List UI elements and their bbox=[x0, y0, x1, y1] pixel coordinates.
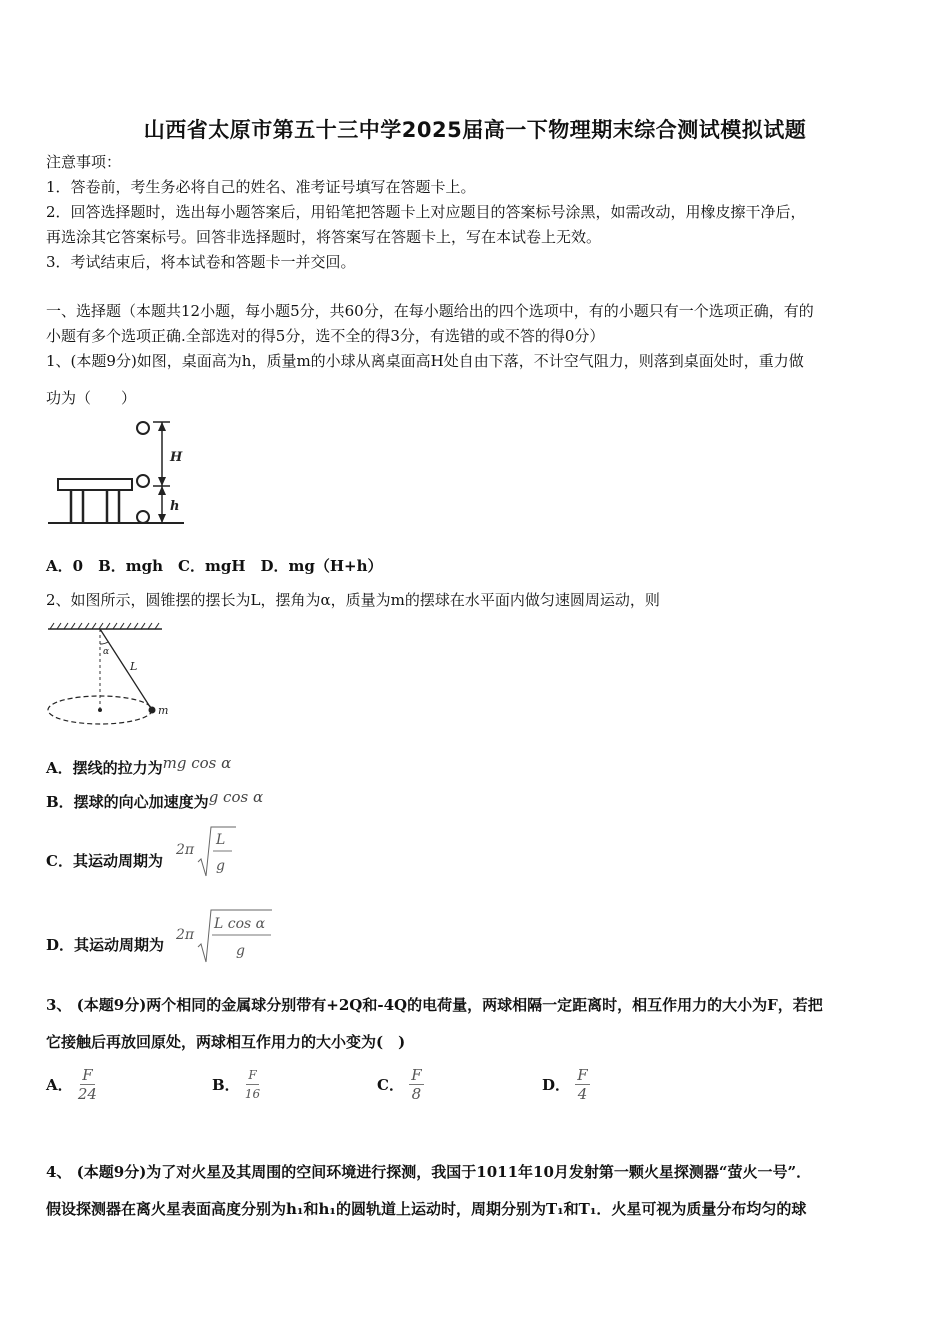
q2-figure-L-label: L bbox=[130, 660, 138, 673]
q1-stem-line-2: 功为（ ） bbox=[46, 389, 137, 407]
q2-option-b-text: B．摆球的向心加速度为 bbox=[46, 793, 209, 811]
notice-heading: 注意事项： bbox=[46, 153, 122, 171]
q2-stem: 2、如图所示，圆锥摆的摆长为L，摆角为α，质量为m的摆球在水平面内做匀速圆周运动，则 bbox=[46, 591, 660, 609]
q3-option-a-label: A． bbox=[46, 1075, 73, 1094]
q3-option-c-den: 8 bbox=[411, 1085, 422, 1103]
q3-option-d-den: 4 bbox=[577, 1085, 588, 1103]
q4-stem-line-1: 4、 (本题9分)为了对火星及其周围的空间环境进行探测，我国于1011年10月发射第一颗火星探测器“萤火一号”． bbox=[46, 1163, 812, 1181]
notice-line-2a: 2．回答选择题时，选出每小题答案后，用铅笔把答题卡上对应题目的答案标号涂黑，如需改动，用橡皮擦干净后， bbox=[46, 203, 806, 221]
section-1-line-1: 一、选择题（本题共12小题，每小题5分，共60分，在每小题给出的四个选项中，有的小题只有一个选项正确，有的 bbox=[46, 302, 814, 320]
q2-option-c-formula bbox=[176, 824, 246, 880]
q1-figure-h-label: h bbox=[170, 499, 180, 514]
notice-line-1: 1．答卷前，考生务必将自己的姓名、准考证号填写在答题卡上。 bbox=[46, 178, 476, 196]
q2-option-d-num: L cos α bbox=[214, 916, 266, 932]
q2-option-d-formula bbox=[176, 907, 286, 965]
q3-option-d bbox=[542, 1066, 590, 1103]
q2-option-d-text: D．其运动周期为 bbox=[46, 936, 165, 954]
q3-option-b-num: F bbox=[246, 1066, 258, 1085]
page-title: 山西省太原市第五十三中学2025届高一下物理期末综合测试模拟试题 bbox=[143, 118, 807, 142]
q3-option-d-label: D． bbox=[542, 1075, 571, 1094]
q3-option-b-label: B． bbox=[212, 1075, 240, 1094]
q2-option-a-text: A．摆线的拉力为 bbox=[46, 759, 163, 777]
q2-figure-alpha-label: α bbox=[103, 647, 110, 657]
q3-option-b-den: 16 bbox=[244, 1087, 261, 1101]
q3-option-d-fraction bbox=[575, 1066, 589, 1103]
q2-figure-m-label: m bbox=[158, 704, 169, 717]
q2-option-c-num: L bbox=[216, 832, 226, 848]
q3-stem-line-2: 它接触后再放回原处，两球相互作用力的大小变为( ) bbox=[46, 1033, 406, 1051]
q3-option-a bbox=[46, 1066, 97, 1103]
q2-figure bbox=[44, 622, 174, 730]
q1-stem-line-1: 1、(本题9分)如图，桌面高为h，质量m的小球从离桌面高H处自由下落，不计空气阻力，则落到桌面处时，重力做 bbox=[46, 352, 804, 370]
q2-option-c-coef: 2π bbox=[176, 842, 195, 858]
q1-figure bbox=[46, 415, 186, 530]
q2-option-d-den: g bbox=[236, 943, 245, 959]
q2-option-a-formula: mg cos α bbox=[162, 754, 232, 772]
q4-stem-line-2: 假设探测器在离火星表面高度分别为h₁和h₁的圆轨道上运动时，周期分别为T₁和T₁．火星可视为质量分布均匀的球 bbox=[46, 1200, 807, 1218]
q2-option-c-text: C．其运动周期为 bbox=[46, 852, 163, 870]
section-1-line-2: 小题有多个选项正确.全部选对的得5分，选不全的得3分，有选错的或不答的得0分） bbox=[46, 327, 605, 345]
notice-line-3: 3．考试结束后，将本试卷和答题卡一并交回。 bbox=[46, 253, 356, 271]
q1-options: A．0 B．mgh C．mgH D．mg（H+h） bbox=[46, 557, 383, 575]
q3-option-a-fraction bbox=[78, 1066, 97, 1103]
q3-option-d-num: F bbox=[577, 1066, 588, 1084]
q3-option-c bbox=[377, 1066, 424, 1103]
q3-option-b-fraction bbox=[245, 1066, 260, 1103]
q2-option-d-coef: 2π bbox=[176, 927, 195, 943]
q3-option-a-num: F bbox=[82, 1066, 93, 1084]
q2-option-b bbox=[46, 788, 264, 812]
q3-stem-line-1: 3、 (本题9分)两个相同的金属球分别带有+2Q和-4Q的电荷量，两球相隔一定距离时，相互作用力的大小为F，若把 bbox=[46, 996, 823, 1014]
q2-option-b-formula: g cos α bbox=[208, 788, 264, 806]
q3-option-b bbox=[212, 1066, 260, 1103]
q1-figure-H-label: H bbox=[170, 450, 183, 465]
q2-option-c-den: g bbox=[216, 858, 225, 874]
q3-option-c-num: F bbox=[411, 1066, 422, 1084]
q3-option-c-fraction bbox=[409, 1066, 423, 1103]
q2-option-a bbox=[46, 754, 232, 778]
notice-line-2b: 再选涂其它答案标号。回答非选择题时，将答案写在答题卡上，写在本试卷上无效。 bbox=[46, 228, 602, 246]
q3-option-a-den: 24 bbox=[77, 1085, 97, 1103]
q3-option-c-label: C． bbox=[377, 1075, 404, 1094]
